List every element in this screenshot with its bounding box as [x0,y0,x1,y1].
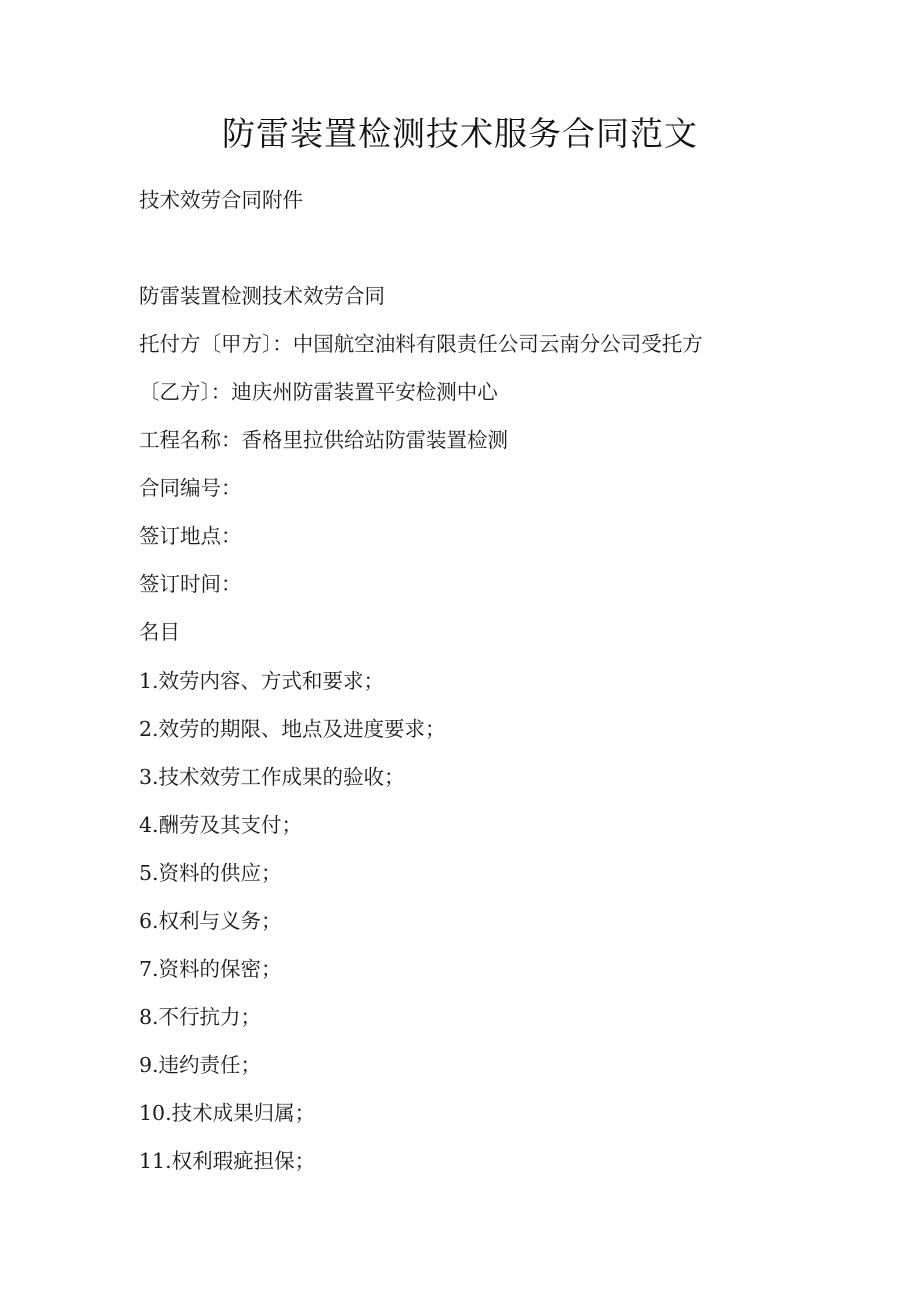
toc-item: 1.效劳内容、方式和要求； [139,669,385,693]
toc-item: 7.资料的保密； [139,957,282,981]
toc-item: 5.资料的供应； [139,861,282,885]
party-a-line: 托付方〔甲方〕：中国航空油料有限责任公司云南分公司受托方 [139,332,703,356]
toc-item: 6.权利与义务； [139,909,282,933]
toc-heading: 名目 [139,620,180,644]
toc-item: 8.不行抗力； [139,1005,262,1029]
contract-number-label: 合同编号： [139,476,242,500]
document-subtitle: 技术效劳合同附件 [139,188,303,212]
sign-time-label: 签订时间： [139,572,242,596]
contract-name: 防雷装置检测技术效劳合同 [139,284,385,308]
party-b-line: 〔乙方〕：迪庆州防雷装置平安检测中心 [139,380,498,404]
toc-item: 9.违约责任； [139,1053,262,1077]
toc-item: 2.效劳的期限、地点及进度要求； [139,717,446,741]
toc-item: 3.技术效劳工作成果的验收； [139,765,405,789]
project-name-line: 工程名称：香格里拉供给站防雷装置检测 [139,428,508,452]
toc-item: 10.技术成果归属； [139,1101,316,1125]
toc-item: 4.酬劳及其支付； [139,813,303,837]
document-title: 防雷装置检测技术服务合同范文 [222,114,698,153]
toc-item: 11.权利瑕疵担保； [139,1149,316,1173]
sign-place-label: 签订地点： [139,524,242,548]
